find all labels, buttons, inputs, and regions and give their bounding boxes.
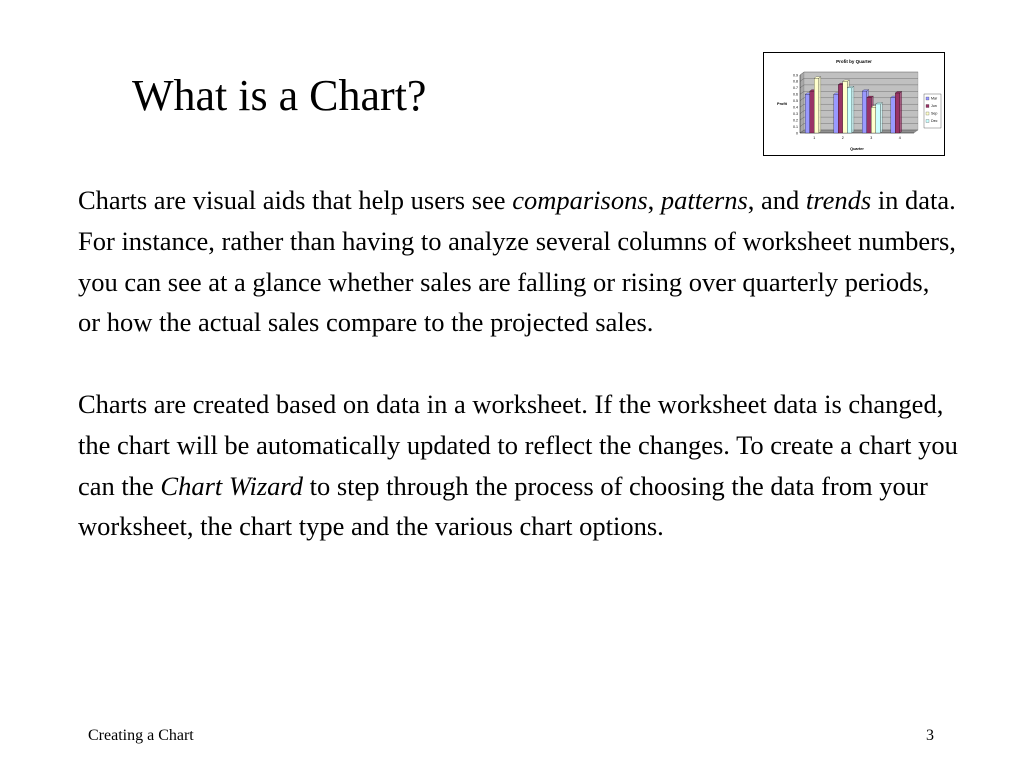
legend-label: Dec (931, 119, 938, 124)
bar (838, 85, 843, 133)
x-axis-label: Quarter (850, 147, 864, 151)
italic-text-run: Chart Wizard (160, 470, 303, 501)
x-tick-label: 1 (813, 136, 816, 140)
chart-title: Profit by Quarter (836, 59, 872, 64)
bar (834, 94, 839, 133)
legend-label: Mar (931, 96, 938, 101)
text-run: Charts are visual aids that help users see (78, 185, 513, 215)
legend-label: Jun (931, 104, 937, 109)
bar (891, 98, 896, 133)
x-tick-label: 2 (841, 136, 844, 140)
y-tick-label: 0.2 (793, 118, 798, 123)
bar (810, 91, 815, 133)
y-tick-label: 0.6 (793, 92, 798, 97)
y-tick-label: 0.3 (793, 111, 798, 116)
y-tick-label: 0.7 (793, 86, 798, 91)
bar (895, 93, 900, 133)
legend-swatch (926, 105, 929, 108)
bar (871, 107, 876, 133)
bar (862, 91, 867, 133)
chart-side-wall (800, 72, 804, 133)
italic-text-run: comparisons (512, 185, 648, 215)
y-tick-label: 0 (796, 131, 798, 136)
bar (814, 78, 819, 133)
text-run: Charts are created based on data in a worksheet. If the worksheet data is changed, the chart will be automatically updated to reflect the changes. To create a chart you can the (78, 388, 958, 501)
bar-side (819, 77, 821, 133)
x-tick-label: 3 (870, 136, 873, 140)
bar (876, 104, 881, 133)
text-run: in data. For instance, rather than having to analyze several columns of worksheet numbers, you can see at a glance whether sales are falling or rising over quarterly periods, or how the actual sales compare to the projected sales. (78, 185, 956, 338)
legend-swatch (926, 120, 929, 123)
body-text (78, 180, 958, 547)
bar-side (852, 86, 854, 133)
x-tick-label: 4 (898, 136, 901, 140)
paragraph-1 (78, 180, 958, 343)
y-tick-label: 0.4 (793, 105, 798, 110)
bar (843, 81, 848, 133)
y-tick-label: 0.1 (793, 124, 798, 129)
y-tick-label: 0.5 (793, 99, 798, 104)
text-run: to step through the process of choosing the data from your worksheet, the chart type and the various chart options. (78, 470, 928, 542)
y-tick-label: 0.9 (793, 73, 798, 78)
bar (867, 98, 872, 133)
text-run: , (647, 185, 661, 215)
legend-label: Sep (931, 111, 938, 116)
bar-side (900, 92, 902, 133)
y-axis-label: Profit (777, 102, 787, 106)
bar-side (880, 103, 882, 134)
italic-text-run: patterns (660, 185, 748, 215)
italic-text-run: trends (805, 185, 872, 215)
footer-label: Creating a Chart (88, 727, 194, 744)
slide-title: What is a Chart? (132, 71, 427, 120)
bar (805, 94, 810, 133)
page-number: 3 (926, 727, 934, 744)
profit-chart (763, 52, 945, 156)
profit-chart-svg (764, 53, 944, 155)
paragraph-2 (78, 384, 958, 547)
legend-swatch (926, 112, 929, 115)
text-run: , and (747, 185, 806, 215)
y-tick-label: 0.8 (793, 79, 798, 84)
bar (847, 88, 852, 133)
legend-swatch (926, 97, 929, 100)
